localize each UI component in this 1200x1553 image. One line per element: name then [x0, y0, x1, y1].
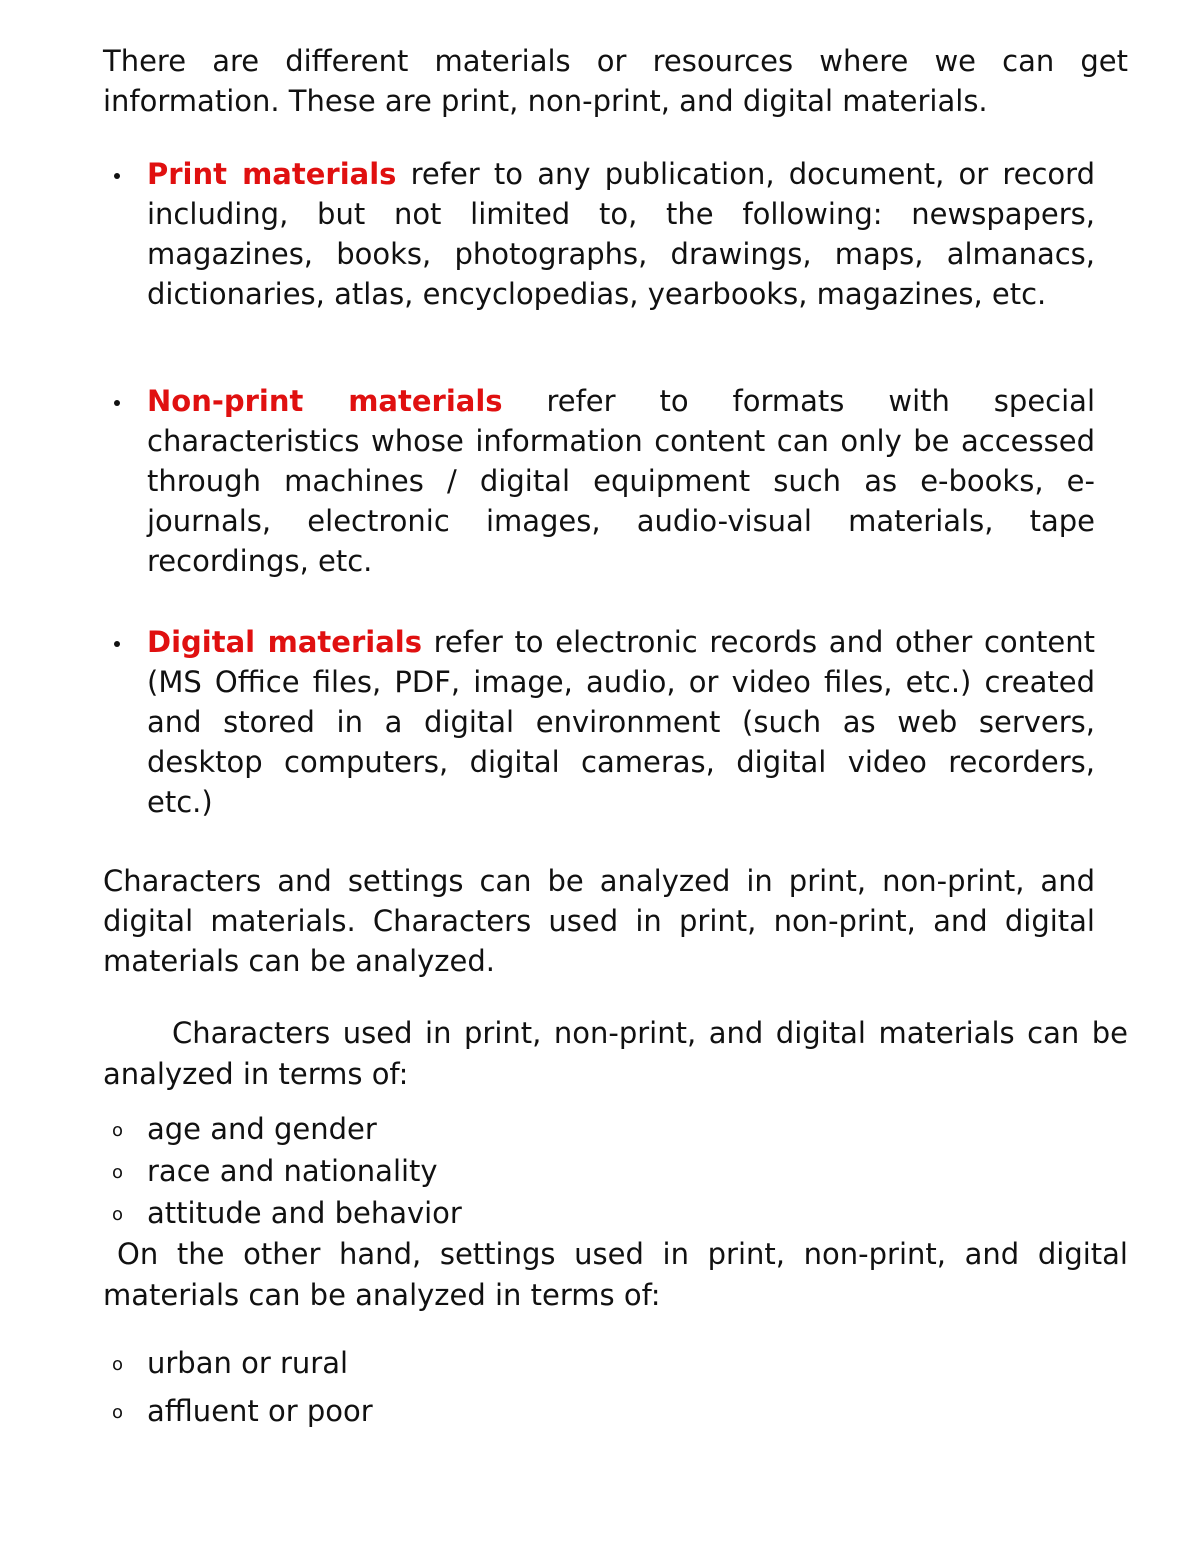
character-criterion-item [112, 1150, 1047, 1192]
list-marker: o [112, 1402, 124, 1423]
character-criterion-item [112, 1108, 1047, 1150]
settings-intro-paragraph: On the other hand, settings used in print, non-print, and digital materials can be analyzed in terms of: [103, 1237, 1128, 1312]
setting-criterion-label: affluent or poor [147, 1394, 373, 1428]
print-materials-term: Print materials [147, 157, 397, 191]
non-print-materials-definition: refer to formats with special characteristics whose information content can only be accessed through machines / digital equipment such as e-books, e-journals, electronic images, audio-visual materials, tape recordings, etc. [147, 384, 1095, 578]
intro-paragraph: There are different materials or resources where we can get information. These are print, non-print, and digital materials. [103, 44, 1128, 118]
list-marker: o [112, 1162, 124, 1183]
analysis-paragraph: Characters and settings can be analyzed in print, non-print, and digital materials. Characters used in print, non-print, and digital materials can be analyzed. [103, 864, 1095, 978]
setting-criterion-item [112, 1390, 1047, 1432]
character-criterion-label: race and nationality [147, 1154, 438, 1188]
list-marker: o [112, 1204, 124, 1225]
character-criterion-item [112, 1192, 1047, 1234]
character-criterion-label: age and gender [147, 1112, 377, 1146]
print-materials-item [147, 154, 1095, 314]
character-criterion-label: attitude and behavior [147, 1196, 462, 1230]
setting-criterion-label: urban or rural [147, 1346, 349, 1380]
setting-criterion-item [112, 1342, 1047, 1384]
non-print-materials-item [147, 381, 1095, 581]
list-marker: o [112, 1120, 124, 1141]
characters-intro-paragraph: Characters used in print, non-print, and digital materials can be analyzed in terms of: [103, 1016, 1128, 1091]
non-print-materials-term: Non-print materials [147, 384, 503, 418]
digital-materials-definition: refer to electronic records and other content (MS Office files, PDF, image, audio, or video files, etc.) created and stored in a digital environment (such as web servers, desktop computers, digital cameras, digital video recorders, etc.) [147, 625, 1095, 819]
list-marker: o [112, 1354, 124, 1375]
digital-materials-term: Digital materials [147, 625, 422, 659]
print-materials-definition: refer to any publication, document, or record including, but not limited to, the following: newspapers, magazines, books, photographs, drawings, maps, almanacs, dictionaries, atlas, encyclopedias, yearbooks, magazines, etc. [147, 157, 1095, 311]
digital-materials-item [147, 622, 1095, 822]
